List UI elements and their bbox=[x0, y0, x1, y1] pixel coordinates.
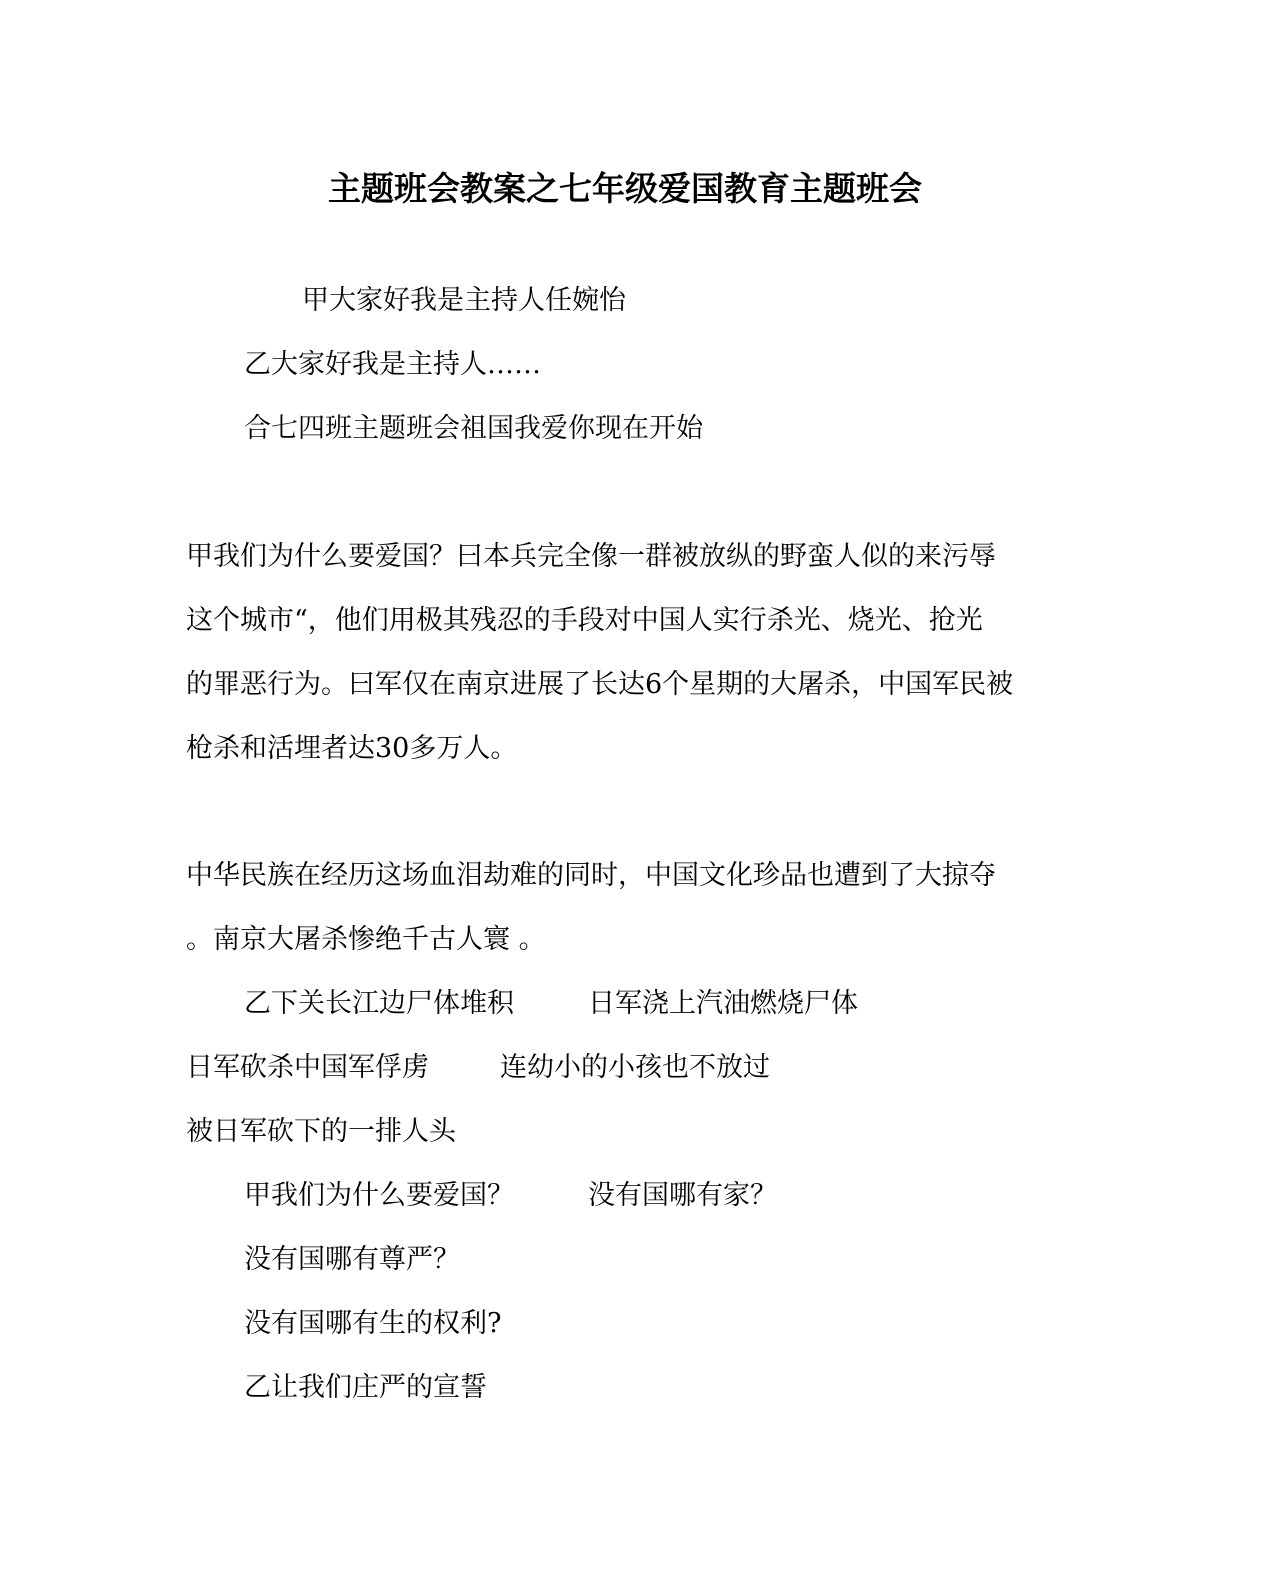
paragraph-line: 枪杀和活埋者达30多万人。 bbox=[186, 733, 518, 764]
paragraph-line: 中华民族在经历这场血泪劫难的同时，中国文化珍品也遭到了大掠夺 bbox=[186, 860, 996, 891]
text-line: 合七四班主题班会祖国我爱你现在开始 bbox=[244, 413, 703, 444]
text-line: 乙大家好我是主持人…… bbox=[244, 349, 541, 380]
text-line: 连幼小的小孩也不放过 bbox=[500, 1052, 770, 1083]
text-line: 没有国哪有生的权利? bbox=[244, 1308, 502, 1339]
text-line: 没有国哪有家？ bbox=[588, 1180, 777, 1211]
text-line: 被日军砍下的一排人头 bbox=[186, 1116, 456, 1147]
paragraph-line: 甲我们为什么要爱国？曰本兵完全像一群被放纵的野蛮人似的来污辱 bbox=[186, 541, 996, 572]
text-line: 甲大家好我是主持人任婉怡 bbox=[302, 285, 626, 316]
paragraph-line: 的罪恶行为。曰军仅在南京进展了长达6个星期的大屠杀，中国军民被 bbox=[186, 669, 1014, 700]
text-line: 没有国哪有尊严？ bbox=[244, 1244, 460, 1275]
text-line: 甲我们为什么要爱国？ bbox=[244, 1180, 514, 1211]
text-line: 乙让我们庄严的宣誓 bbox=[244, 1372, 487, 1403]
document-title: 主题班会教案之七年级爱国教育主题班会 bbox=[328, 169, 922, 208]
paragraph-line: 。南京大屠杀惨绝千古人寰 。 bbox=[186, 924, 546, 955]
text-line: 日军浇上汽油燃烧尸体 bbox=[588, 988, 858, 1019]
text-line: 乙下关长江边尸体堆积 bbox=[244, 988, 514, 1019]
text-line: 日军砍杀中国军俘虏 bbox=[186, 1052, 429, 1083]
paragraph-line: 这个城市“，他们用极其残忍的手段对中国人实行杀光、烧光、抢光 bbox=[186, 605, 983, 636]
